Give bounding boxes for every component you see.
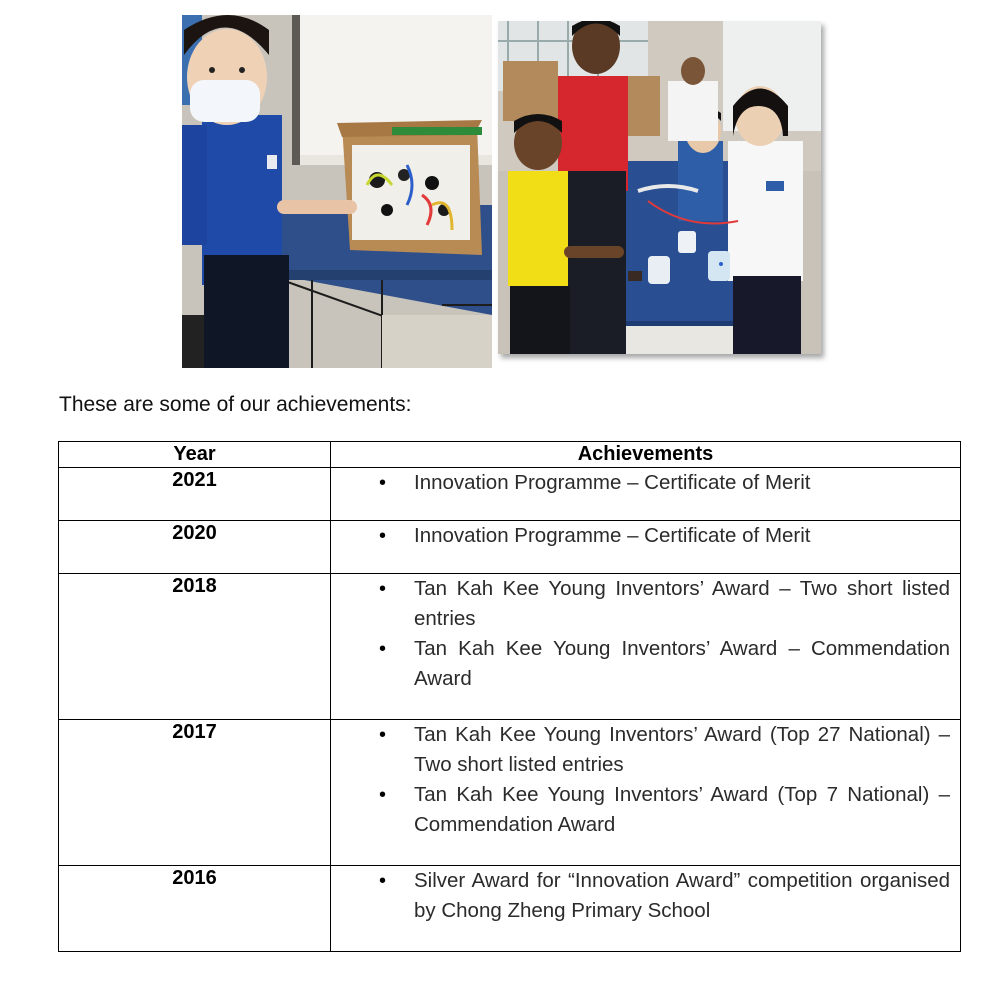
table-row	[59, 574, 961, 720]
achievements-column-header: Achievements	[331, 442, 961, 468]
achievements-cell	[331, 866, 961, 952]
table-header-row	[59, 442, 961, 468]
achievement-text: Tan Kah Kee Young Inventors’ Award – Commendation Award	[414, 637, 950, 690]
achievement-text: Innovation Programme – Certificate of Merit	[414, 471, 811, 494]
year-column-header: Year	[59, 442, 331, 468]
achievements-intro-text: These are some of our achievements:	[59, 393, 412, 416]
achievement-list	[331, 521, 960, 551]
bullet-icon: •	[379, 578, 387, 600]
table-row	[59, 866, 961, 952]
achievement-item	[331, 574, 960, 634]
achievement-item	[331, 720, 960, 780]
achievement-list	[331, 720, 960, 840]
bullet-icon: •	[379, 724, 387, 746]
year-cell: 2017	[59, 720, 331, 866]
achievement-text: Tan Kah Kee Young Inventors’ Award (Top 7 National) – Commendation Award	[414, 783, 950, 836]
bullet-icon: •	[379, 472, 387, 494]
bullet-icon: •	[379, 525, 387, 547]
achievement-list	[331, 866, 960, 926]
year-cell: 2018	[59, 574, 331, 720]
achievement-item	[331, 866, 960, 926]
year-cell: 2021	[59, 468, 331, 521]
achievement-text: Silver Award for “Innovation Award” competition organised by Chong Zheng Primary School	[414, 869, 950, 922]
achievements-cell	[331, 521, 961, 574]
bullet-icon: •	[379, 870, 387, 892]
year-cell: 2020	[59, 521, 331, 574]
table-row	[59, 521, 961, 574]
achievement-text: Innovation Programme – Certificate of Merit	[414, 524, 811, 547]
achievement-text: Tan Kah Kee Young Inventors’ Award – Two short listed entries	[414, 577, 950, 630]
student-with-cardboard-invention-photo	[182, 15, 492, 368]
table-row	[59, 468, 961, 521]
achievement-list	[331, 574, 960, 694]
achievements-table	[58, 441, 961, 952]
achievement-text: Tan Kah Kee Young Inventors’ Award (Top 27 National) – Two short listed entries	[414, 723, 950, 776]
achievements-cell	[331, 720, 961, 866]
table-row	[59, 720, 961, 866]
achievement-item	[331, 468, 960, 498]
achievements-cell	[331, 574, 961, 720]
achievement-item	[331, 521, 960, 551]
bullet-icon: •	[379, 784, 387, 806]
achievements-cell	[331, 468, 961, 521]
achievement-item	[331, 780, 960, 840]
achievement-item	[331, 634, 960, 694]
students-with-teacher-invention-photo	[498, 21, 821, 354]
year-cell: 2016	[59, 866, 331, 952]
bullet-icon: •	[379, 638, 387, 660]
achievement-list	[331, 468, 960, 498]
